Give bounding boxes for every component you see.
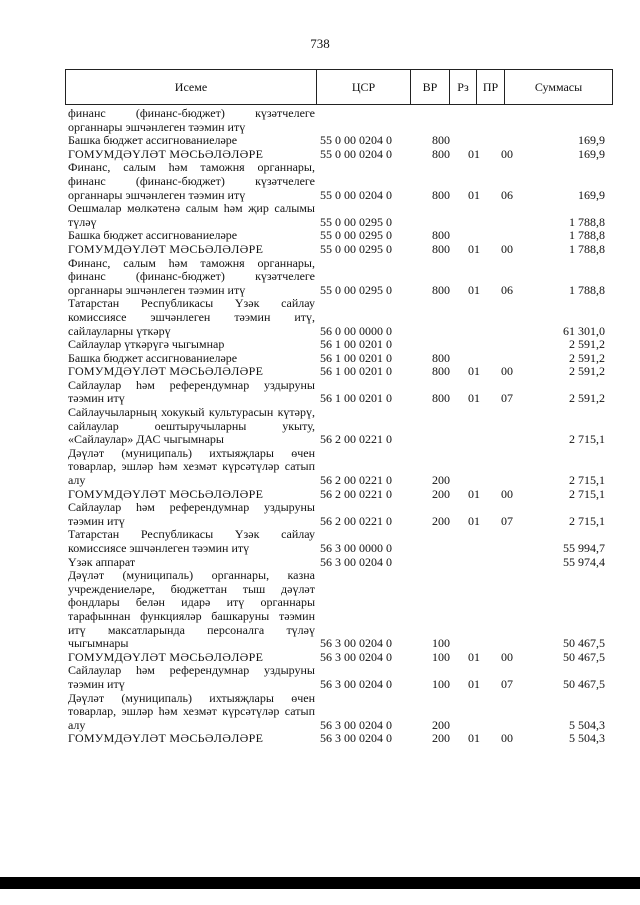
table-row — [65, 664, 613, 691]
cell-sum: 2 591,2 — [569, 391, 605, 406]
cell-pr: 07 — [501, 513, 513, 528]
cell-vr: 800 — [432, 133, 450, 148]
header-name: Исеме — [66, 70, 317, 104]
cell-name: Оешмалар мөлкәтенә салым һәм җир салымы түләү — [68, 201, 315, 229]
cell-name: ГОМУМДӘҮЛӘТ МӘСЬӘЛӘЛӘРЕ — [68, 649, 264, 664]
table-row — [65, 107, 613, 134]
table-row — [65, 556, 613, 570]
cell-pr: 00 — [501, 486, 513, 501]
cell-name: Дәүләт (муниципаль) ихтыяҗлары өчен товарлар, эшләр һәм хезмәт күрсәтүләр сатып алу — [68, 690, 315, 732]
cell-name: ГОМУМДӘҮЛӘТ МӘСЬӘЛӘЛӘРЕ — [68, 241, 264, 256]
cell-name: Дәүләт (муниципаль) ихтыяҗлары өчен товарлар, эшләр һәм хезмәт күрсәтүләр сатып алу — [68, 445, 315, 488]
cell-name: Башка бюджет ассигнованиеләре — [68, 350, 238, 365]
cell-name: Башка бюджет ассигнованиеләре — [68, 228, 238, 243]
cell-name: ГОМУМДӘҮЛӘТ МӘСЬӘЛӘЛӘРЕ — [68, 146, 264, 161]
cell-csr: 56 3 00 0204 0 — [320, 717, 392, 732]
cell-pr: 00 — [501, 146, 513, 161]
cell-rz: 01 — [468, 282, 480, 297]
cell-csr: 55 0 00 0204 0 — [320, 133, 392, 148]
header-vr: ВР — [411, 70, 450, 104]
cell-rz: 01 — [468, 513, 480, 528]
table-row — [65, 257, 613, 298]
cell-rz: 01 — [468, 146, 480, 161]
cell-csr: 56 1 00 0201 0 — [320, 337, 392, 352]
cell-vr: 200 — [432, 731, 450, 746]
header-sum: Суммасы — [534, 79, 583, 94]
cell-pr: 00 — [501, 649, 513, 664]
cell-sum: 55 974,4 — [563, 554, 605, 569]
cell-sum: 5 504,3 — [569, 717, 605, 732]
table-row — [65, 406, 613, 447]
cell-pr: 00 — [501, 731, 513, 746]
cell-sum: 61 301,0 — [563, 323, 605, 338]
table-row — [65, 569, 613, 651]
table-row — [65, 148, 613, 162]
cell-csr: 55 0 00 0204 0 — [320, 187, 392, 202]
header-csr: ЦСР — [317, 70, 411, 104]
cell-name: ГОМУМДӘҮЛӘТ МӘСЬӘЛӘЛӘРЕ — [68, 364, 264, 379]
cell-csr: 56 2 00 0221 0 — [320, 432, 392, 447]
cell-rz: 01 — [468, 649, 480, 664]
table-row — [65, 365, 613, 379]
table-row — [65, 447, 613, 488]
cell-sum: 2 715,1 — [569, 486, 605, 501]
cell-sum: 169,9 — [578, 146, 605, 161]
cell-csr: 56 1 00 0201 0 — [320, 364, 392, 379]
cell-pr: 00 — [501, 364, 513, 379]
table-row — [65, 229, 613, 243]
cell-name: Финанс, салым һәм таможня органнары, финанс (финанс-бюджет) күзәтчелеге органнары эшчәнлеген тәэмин итү — [68, 255, 315, 297]
cell-name: Сайлаулар һәм референдумнар уздыруны тәэмин итү — [68, 377, 315, 406]
cell-csr: 56 3 00 0204 0 — [320, 676, 392, 691]
cell-name: Башка бюджет ассигнованиеләре — [68, 133, 238, 148]
cell-name: Үзәк аппарат — [68, 554, 136, 569]
cell-vr: 800 — [432, 282, 450, 297]
table-row — [65, 202, 613, 229]
scan-edge-bar — [0, 877, 640, 889]
cell-vr: 800 — [432, 187, 450, 202]
table-row — [65, 501, 613, 528]
cell-pr: 06 — [501, 282, 513, 297]
cell-rz: 01 — [468, 187, 480, 202]
cell-vr: 200 — [432, 717, 450, 732]
cell-vr: 800 — [432, 364, 450, 379]
cell-vr: 800 — [432, 241, 450, 256]
table-row — [65, 338, 613, 352]
cell-vr: 800 — [432, 228, 450, 243]
cell-name: финанс (финанс-бюджет) күзәтчелеге органнары эшчәнлеген тәэмин итү — [68, 106, 315, 134]
cell-name: Сайлаулар һәм референдумнар уздыруны тәэмин итү — [68, 500, 315, 528]
cell-sum: 50 467,5 — [563, 676, 605, 691]
cell-vr: 200 — [432, 486, 450, 501]
cell-csr: 55 0 00 0295 0 — [320, 214, 392, 229]
cell-csr: 56 2 00 0221 0 — [320, 513, 392, 528]
cell-sum: 2 715,1 — [569, 473, 605, 488]
table-header — [65, 69, 613, 105]
cell-rz: 01 — [468, 241, 480, 256]
cell-vr: 100 — [432, 636, 450, 651]
page-number: 738 — [310, 36, 330, 51]
cell-sum: 169,9 — [578, 187, 605, 202]
cell-csr: 56 2 00 0221 0 — [320, 473, 392, 488]
budget-table — [65, 69, 613, 746]
cell-csr: 56 3 00 0204 0 — [320, 649, 392, 664]
cell-sum: 50 467,5 — [563, 649, 605, 664]
table-body — [65, 107, 613, 746]
cell-rz: 01 — [468, 391, 480, 406]
table-row — [65, 352, 613, 366]
cell-csr: 56 3 00 0204 0 — [320, 636, 392, 651]
table-row — [65, 134, 613, 148]
cell-name: Дәүләт (муниципаль) органнары, казна учреждениеләре, бюджеттан тыш дәүләт фондлары белән идарә итү органнары тарафыннан функцияләр башкаруны тәэмин итү максатларында персоналга түләү чыгымнары — [68, 568, 315, 651]
cell-rz: 01 — [468, 486, 480, 501]
cell-name: Татарстан Республикасы Үзәк сайлау комиссиясе эшчәнлеген тәэмин итү — [68, 527, 315, 555]
cell-csr: 56 2 00 0221 0 — [320, 486, 392, 501]
cell-name: ГОМУМДӘҮЛӘТ МӘСЬӘЛӘЛӘРЕ — [68, 486, 264, 501]
cell-sum: 2 715,1 — [569, 513, 605, 528]
cell-pr: 07 — [501, 676, 513, 691]
table-row — [65, 243, 613, 257]
cell-csr: 55 0 00 0295 0 — [320, 228, 392, 243]
cell-pr: 07 — [501, 391, 513, 406]
cell-csr: 56 3 00 0000 0 — [320, 541, 392, 555]
cell-sum: 50 467,5 — [563, 636, 605, 651]
cell-sum: 2 591,2 — [569, 364, 605, 379]
cell-csr: 55 0 00 0204 0 — [320, 146, 392, 161]
cell-name: Сайлаучыларның хокукый культурасын күтәрү, сайлаулар оештыручыларны укыту, «Сайлаулар» ДАС чыгымнары — [68, 405, 315, 447]
cell-rz: 01 — [468, 731, 480, 746]
table-row — [65, 528, 613, 555]
cell-vr: 800 — [432, 146, 450, 161]
cell-name: Сайлаулар һәм референдумнар уздыруны тәэмин итү — [68, 663, 315, 691]
cell-sum: 1 788,8 — [569, 214, 605, 229]
cell-csr: 56 3 00 0204 0 — [320, 554, 392, 569]
cell-sum: 55 994,7 — [563, 541, 605, 555]
cell-sum: 2 591,2 — [569, 337, 605, 352]
cell-name: ГОМУМДӘҮЛӘТ МӘСЬӘЛӘЛӘРЕ — [68, 731, 264, 746]
cell-sum: 1 788,8 — [569, 228, 605, 243]
table-row — [65, 161, 613, 202]
cell-vr: 800 — [432, 350, 450, 365]
cell-csr: 56 1 00 0201 0 — [320, 350, 392, 365]
cell-vr: 200 — [432, 513, 450, 528]
cell-vr: 800 — [432, 391, 450, 406]
cell-vr: 200 — [432, 473, 450, 488]
header-rz: Рз — [450, 70, 477, 104]
cell-sum: 2 715,1 — [569, 432, 605, 447]
cell-sum: 2 591,2 — [569, 350, 605, 365]
cell-pr: 06 — [501, 187, 513, 202]
cell-csr: 55 0 00 0295 0 — [320, 282, 392, 297]
cell-rz: 01 — [468, 676, 480, 691]
cell-csr: 56 3 00 0204 0 — [320, 731, 392, 746]
table-row — [65, 379, 613, 406]
cell-sum: 1 788,8 — [569, 282, 605, 297]
cell-sum: 5 504,3 — [569, 731, 605, 746]
table-row — [65, 488, 613, 502]
table-row — [65, 297, 613, 338]
cell-sum: 1 788,8 — [569, 241, 605, 256]
cell-name: Финанс, салым һәм таможня органнары, финанс (финанс-бюджет) күзәтчелеге органнары эшчәнлеген тәэмин итү — [68, 160, 315, 202]
cell-csr: 56 0 00 0000 0 — [320, 323, 392, 338]
table-row — [65, 651, 613, 665]
cell-csr: 56 1 00 0201 0 — [320, 391, 392, 406]
cell-vr: 100 — [432, 676, 450, 691]
cell-rz: 01 — [468, 364, 480, 379]
cell-name: Татарстан Республикасы Үзәк сайлау комиссиясе эшчәнлеген тәэмин итү, сайлауларны үткәрү — [68, 296, 315, 338]
header-pr: ПР — [477, 70, 505, 104]
cell-vr: 100 — [432, 649, 450, 664]
cell-name: Сайлаулар үткәрүгә чыгымнар — [68, 337, 225, 352]
cell-csr: 55 0 00 0295 0 — [320, 241, 392, 256]
cell-sum: 169,9 — [578, 133, 605, 148]
table-row — [65, 732, 613, 746]
table-row — [65, 692, 613, 733]
cell-pr: 00 — [501, 241, 513, 256]
